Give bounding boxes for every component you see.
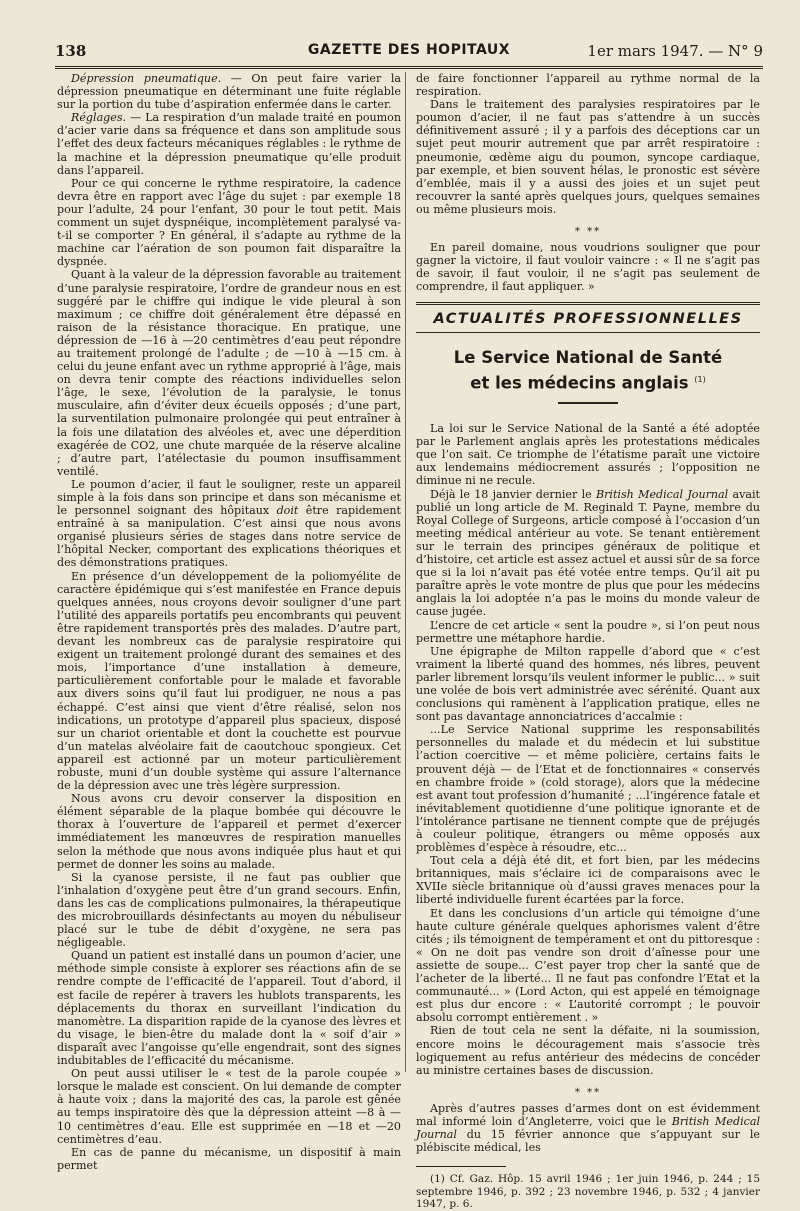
paragraph: Déjà le 18 janvier dernier le British Medical Journal avait publié un long article de M. Reginald T. Payne, membre du Royal College of Surgeons, article composé à l’occasion d’un meeting médical antérieur au vote. Se tenant entièrement sur le terrain des principes généraux de politique et d’histoire, cet article est assez actuel et aussi sûr de sa force que si la loi n’avait pas été votée entre temps. Qu’il ait pu paraître après le vote montre de plus que pour les médecins anglais la loi adoptée n’a pas le moins du monde valeur de cause jugée. [416, 487, 761, 619]
section-rule-thin [416, 332, 760, 333]
paragraph: En cas de panne du mécanisme, un dispositif à main permet [57, 1145, 401, 1172]
paragraph: Après d’autres passes d’armes dont on est évidemment mal informé loin d’Angleterre, voici que le British Medical Journal du 15 février annonce que s’appuyant sur le plébiscite médical, les [416, 1101, 760, 1155]
footnote: (1) Cf. Gaz. Hôp. 15 avril 1946 ; 1er juin 1946, p. 244 ; 15 septembre 1946, p. 392 ; 23 novembre 1946, p. 532 ; 4 janvier 1947, p. 6. [416, 1173, 760, 1211]
asterism-divider: ⁎ ⁎⁎ [574, 1083, 602, 1095]
paragraph: Rien de tout cela ne sent la défaite, ni la soumission, encore moins le découragement mais s’associe très logiquement au refus antérieur des médecins de concéder au ministre certaines bases de discussion. [416, 1024, 760, 1077]
footnote-rule [416, 1166, 506, 1167]
journal-title: GAZETTE DES HOPITAUX [307, 42, 511, 58]
paragraph: Tout cela a déjà été dit, et fort bien, par les médecins britanniques, mais s’éclaire ici de comparaisons avec le XVIIe siècle britannique où d’aussi graves menaces pour la liberté individuelle furent écartées par la force. [416, 854, 760, 907]
asterism-divider: ⁎ ⁎⁎ [574, 223, 602, 235]
article-title-line-2: et les médecins anglais $^{(1)}$ [470, 373, 706, 393]
paragraph: L’encre de cet article « sent la poudre », si l’on peut nous permettre une métaphore hardie. [416, 618, 760, 645]
paragraph: En pareil domaine, nous voudrions souligner que pour gagner la victoire, il faut vouloir vaincre : « Il ne s’agit pas de savoir, il faut vouloir, il ne s’agit pas seulement de comprendre, il faut appliquer. » [416, 241, 760, 294]
paragraph: Dans le traitement des paralysies respiratoires par le poumon d’acier, il ne faut pas s’attendre à un succès définitivement assuré ; il y a parfois des déceptions car un sujet peut mourir autrement que par arrêt respiratoire : pneumonie, œdème aigu du poumon, syncope cardiaque, par exemple, et bien souvent hélas, le pronostic est sévère d’emblée, mais il y a aussi des joies et un sujet peut recouvrer la santé après quelques jours, quelques semaines ou même plusieurs mois. [416, 98, 760, 216]
section-rule [416, 302, 760, 305]
paragraph: Et dans les conclusions d’un article qui témoigne d’une haute culture générale quelques aphorismes valent d’être cités ; ils témoignent de tempérament et ont du pittoresque : « On ne doit pas vendre son droit d’aînesse pour une assiette de soupe... C’est payer trop cher la santé que de l’acheter de la liberté... Il ne faut pas confondre l’Etat et la communauté... » (Lord Acton, qui est appelé en témoignage est plus dur encore : « L’autorité corrompt ; le pouvoir absolu corrompt entièrement . » [416, 906, 760, 1025]
paragraph: En présence d’un développement de la poliomyélite de caractère épidémique qui s’est manifestée en France depuis quelques années, nous croyons devoir souligner d’une part l’utilité des appareils portatifs peu encombrants qui peuvent être rapidement transportés près des malades. D’autre part, devant les nombreux cas de paralysie respiratoire qui exigent un traitement prolongé durant des semaines et des mois, l’importance d’une installation à demeure, particulièrement confortable pour le malade et favorable aux divers soins qu’il faut lui prodiguer, ne nous a pas échappé. C’est ainsi que vient d’être réalisé, selon nos indications, un prototype d’appareil plus spacieux, disposé sur un chariot orientable et dont la couchette est pourvue d’un matelas alvéolaire fait de caoutchouc spongieux. Cet appareil est actionné par un moteur particulièrement robuste, muni d’un double système qui assure l’alternance de la dépression avec une très légère surpression. [57, 569, 401, 793]
paragraph: ...Le Service National supprime les responsabilités personnelles du malade et du médecin et lui substitue l’action coercitive — et même policière, certains faits le prouvent déjà — de l’Etat et de fonctionnaires « conservés en chambre froide » (cold storage), alors que la médecine est avant tout profession d’humanité ; ...l’ingérence fatale et inévitablement quotidienne d’une politique ignorante et de l’intolérance partisane ne tiennent compte que de préjugés à couleur politique, étrangers ou même opposés aux problèmes d’espèce à résoudre, etc... [416, 723, 760, 855]
paragraph-reglages: Réglages. — La respiration d’un malade traité en poumon d’acier varie dans sa fréquence et dans son amplitude sous l’effet des deux facteurs mécaniques réglables : le rythme de la machine et la dépression pneumatique qu’elle produit dans l’appareil. [57, 111, 401, 177]
footnote-ref: (1) [694, 374, 706, 384]
right-column [416, 72, 761, 1211]
section-title: ACTUALITÉS PROFESSIONNELLES [433, 310, 743, 327]
paragraph: La loi sur le Service National de la Santé a été adoptée par le Parlement anglais après les protestations médicales que l’on sait. Ce triomphe de l’étatisme paraît une victoire aux lendemains médiocrement assurés ; l’opposition ne diminue ni ne recule. [416, 422, 760, 488]
paragraph: Pour ce qui concerne le rythme respiratoire, la cadence devra être en rapport avec l’âge du sujet : par exemple 18 pour l’adulte, 24 pour l’enfant, 30 pour le tout petit. Mais comment un sujet dyspnéique, incomplètement paralysé va-t-il se comporter ? En général, il s’adapte au rythme de la machine car l’aération de son poumon fait disparaître la dyspnée. [57, 176, 401, 269]
article-title-line-1: Le Service National de Santé [453, 347, 723, 367]
paragraph: On peut aussi utiliser le « test de la parole coupée » lorsque le malade est conscient. On lui demande de compter à haute voix ; dans la majorité des cas, la parole est gênée au temps inspiratoire dès que la dépression atteint —8 à —10 centimètres d’eau. Elle est supprimée en —18 et —20 centimètres d’eau. [57, 1067, 401, 1146]
subheading-reglages: Réglages. [71, 111, 127, 125]
title-underline [558, 402, 618, 404]
page-number: 138 [55, 42, 87, 60]
paragraph: Le poumon d’acier, il faut le souligner, reste un appareil simple à la fois dans son principe et dans son mécanisme et le personnel soignant des hôpitaux doit être rapidement entraîné à sa manipulation. C’est ainsi que nous avons organisé plusieurs séries de stages dans notre service de l’hôpital Necker, comportant des explications théoriques et des démonstrations pratiques. [57, 477, 401, 570]
paragraph: Une épigraphe de Milton rappelle d’abord que « c’est vraiment la liberté quand des hommes, nés libres, peuvent parler librement lorsqu’ils veulent informer le public... » suit une volée de bois vert administrée avec sérénité. Quant aux conclusions qui ramènent à l’application pratique, elles ne sont pas davantage annonciatrices d’accalmie : [416, 644, 760, 724]
issue-date: 1er mars 1947. — N° 9 [587, 42, 763, 60]
page-header [55, 40, 763, 69]
left-column [57, 72, 401, 1172]
paragraph: Si la cyanose persiste, il ne faut pas oublier que l’inhalation d’oxygène peut être d’un grand secours. Enfin, dans les cas de complications pulmonaires, la thérapeutique des microbrouillards désinfectants au moyen du nébuliseur placé sur le tube de débit d’oxygène, ne sera pas négligeable. [57, 870, 401, 950]
paragraph-depression: Dépression pneumatique. — On peut faire varier la dépression pneumatique en déterminant une fuite réglable sur la portion du tube d’aspiration enfermée dans le carter. [57, 72, 401, 112]
paragraph: Quant à la valeur de la dépression favorable au traitement d’une paralysie respiratoire, l’ordre de grandeur nous en est suggéré par le chiffre qui indique le vide pleural à son maximum ; ce chiffre doit généralement être dépassé en raison de la résistance thoracique. En pratique, une dépression de —16 à —20 centimètres d’eau peut répondre au traitement prolongé de l’adulte ; de —10 à —15 cm. à celui du jeune enfant avec un rythme approprié à l’âge, mais on devra tenir compte des réactions individuelles selon l’âge, le sexe, l’évolution de la paralysie, le tonus musculaire, afin d’éviter deux écueils opposés ; d’une part, la surventilation pulmonaire prolongée qui peut entraîner à la fois une dilatation des alvéoles et, avec une déperdition exagérée de CO2, une chute marquée de la réserve alcaline ; d’autre part, l’atélectasie du poumon insuffisamment ventilé. [57, 268, 401, 478]
paragraph: Quand un patient est installé dans un poumon d’acier, une méthode simple consiste à explorer ses réactions afin de se rendre compte de l’efficacité de l’appareil. Tout d’abord, il est facile de repérer à travers les hublots transparents, les déplacements du thorax en surveillant l’indication du manomètre. La disparition rapide de la cyanose des lèvres et du visage, le bien-être du malade dont la « soif d’air » disparaît avec l’angoisse qu’elle engendrait, sont des signes indubitables de l’efficacité du mécanisme. [57, 949, 401, 1068]
subheading-depression: Dépression pneumatique. [71, 72, 222, 85]
article-title [416, 347, 760, 395]
paragraph: de faire fonctionner l’appareil au rythme normal de la respiration. [416, 72, 760, 99]
column-divider [405, 72, 406, 1072]
paragraph: Nous avons cru devoir conserver la disposition en élément séparable de la plaque bombée qui découvre le thorax à l’ouverture de l’appareil et permet d’exercer immédiatement les manœuvres de respiration manuelles selon la méthode que nous avons indiquée plus haut et qui permet de donner les soins au malade. [57, 792, 401, 871]
